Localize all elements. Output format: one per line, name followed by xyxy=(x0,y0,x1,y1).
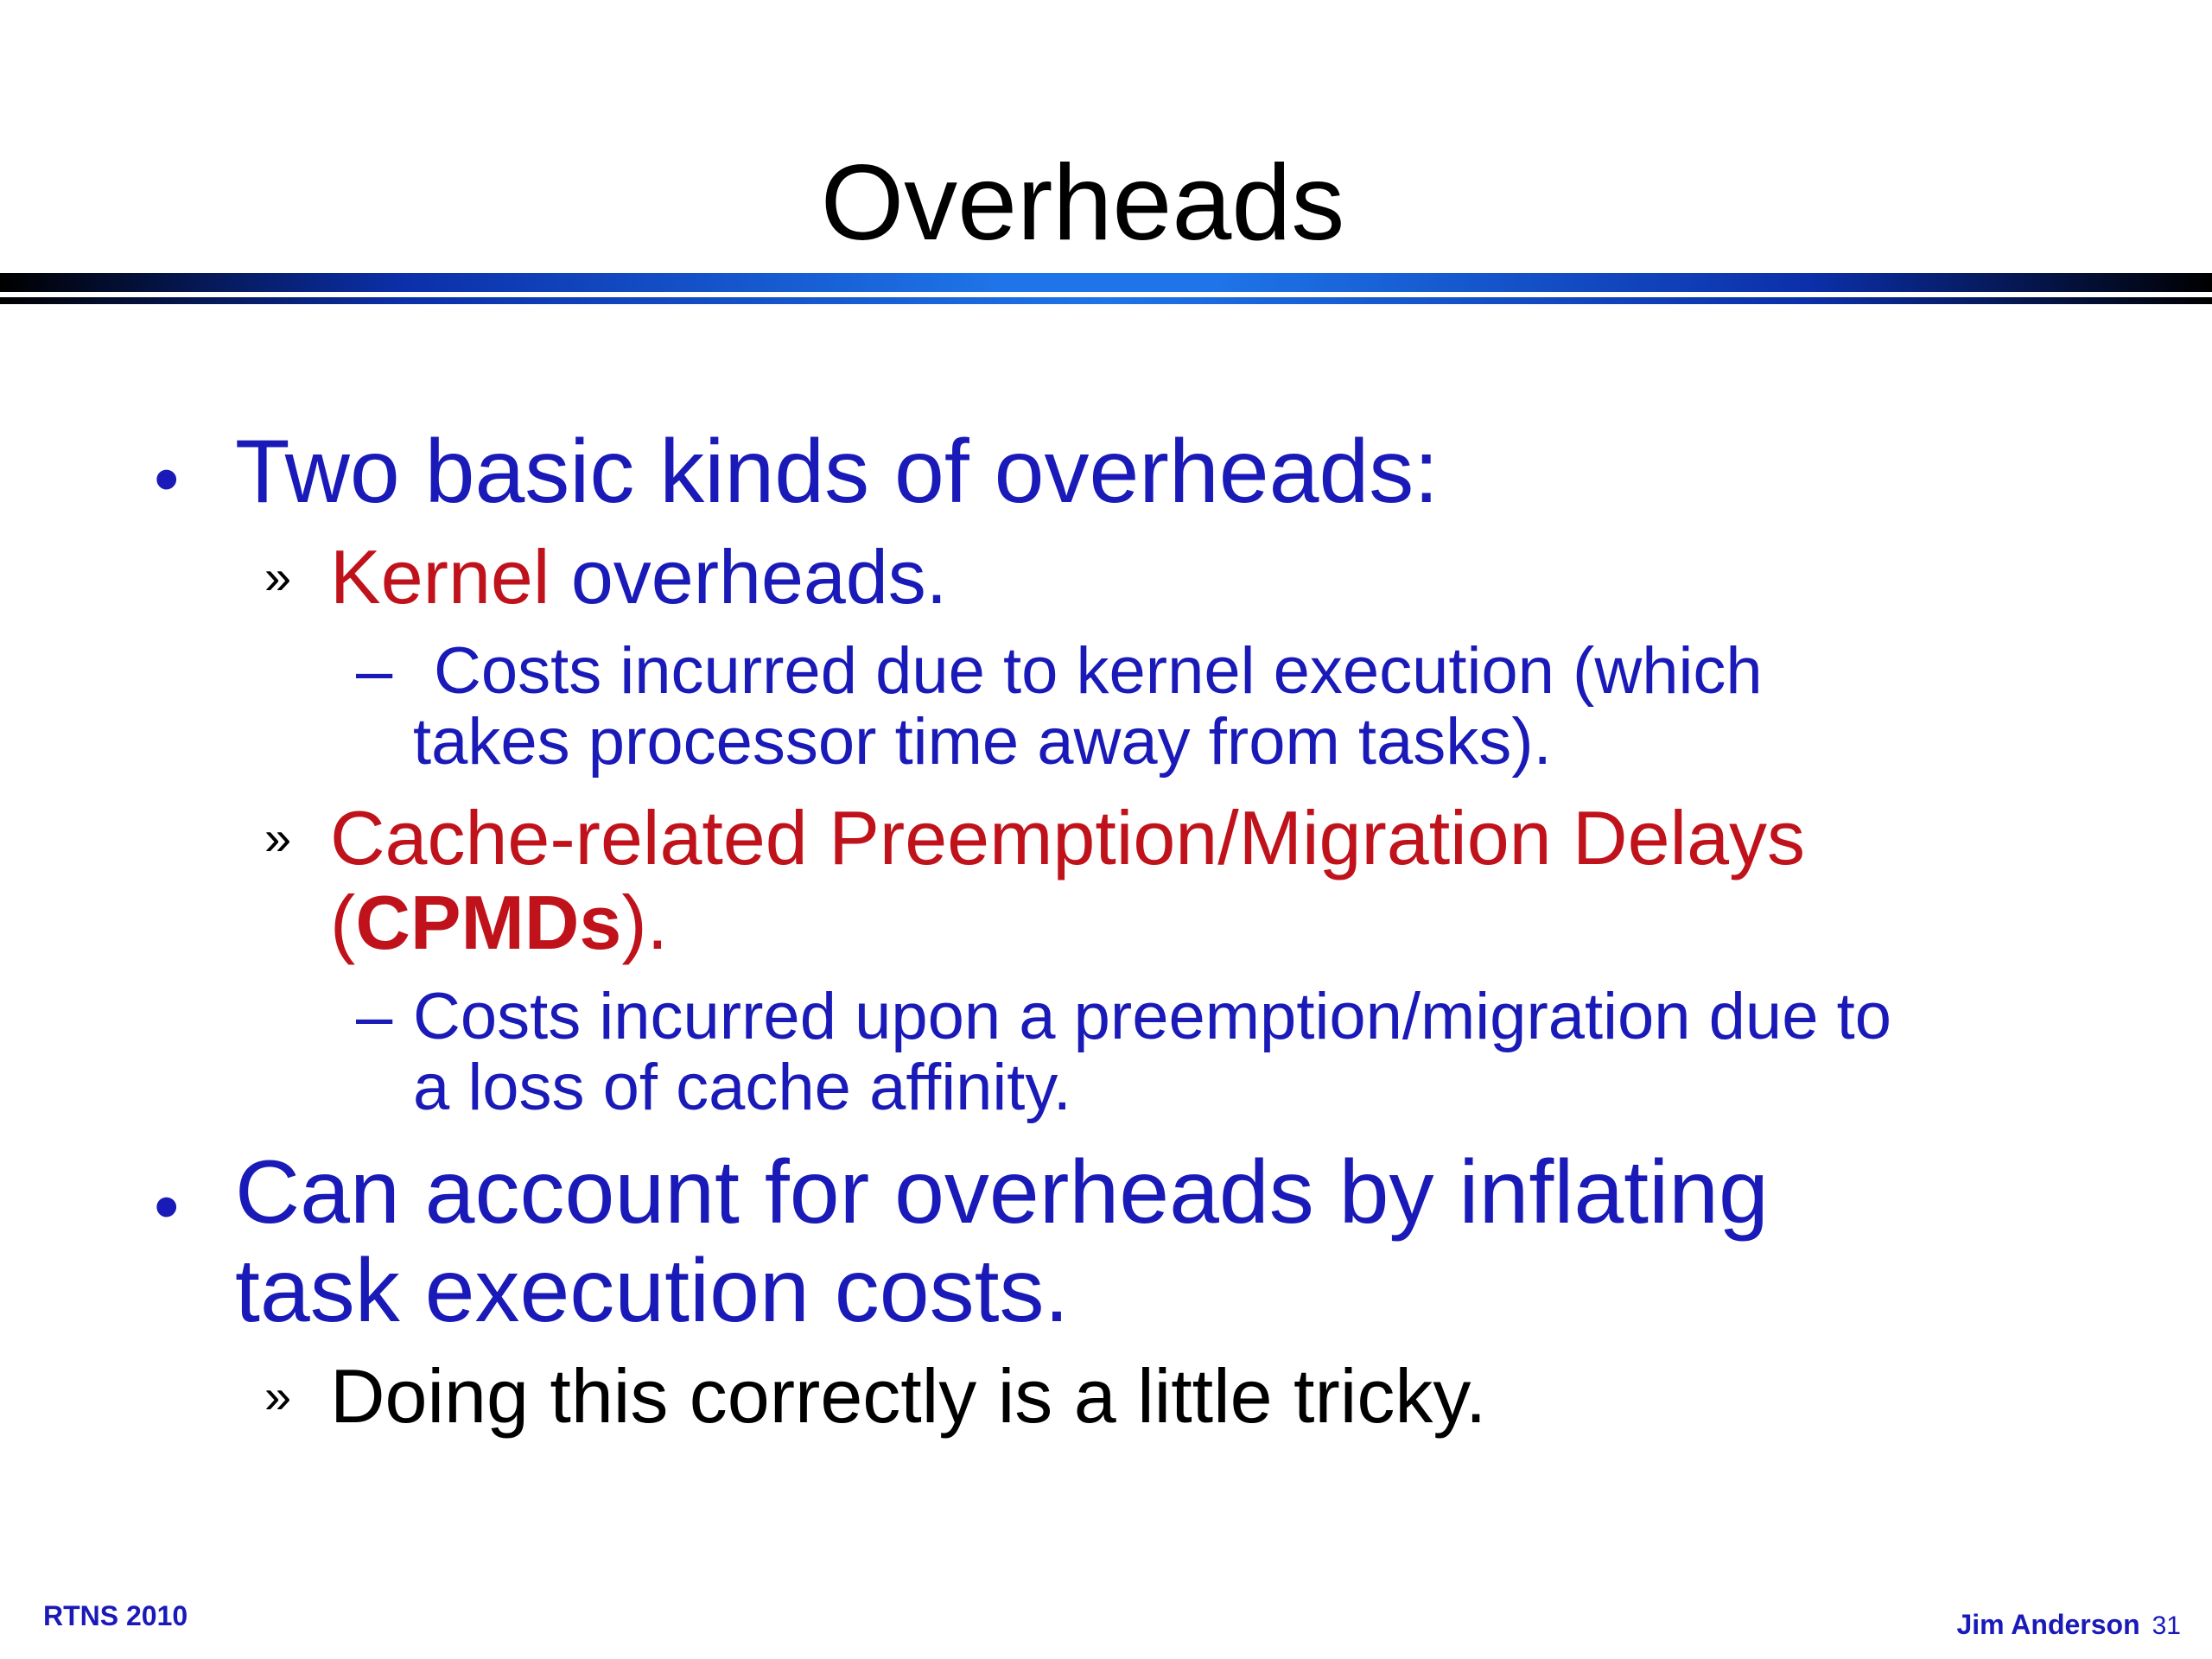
kernel-detail-line1: Costs incurred due to kernel execution (which xyxy=(434,634,1763,708)
sub-bullet-kernel xyxy=(330,534,947,620)
cpmd-line2 xyxy=(330,880,668,966)
dash-marker: – xyxy=(356,634,393,708)
slide-title: Overheads xyxy=(820,143,1345,263)
bullet-two-kinds: Two basic kinds of overheads: xyxy=(235,422,1440,522)
sub-bullet-marker: » xyxy=(264,1369,292,1423)
cpmd-line1: Cache-related Preemption/Migration Delays xyxy=(330,795,1806,880)
cpmd-detail-line2: a loss of cache affinity. xyxy=(413,1051,1071,1124)
bullet-account-line2: task execution costs. xyxy=(235,1241,1070,1341)
sub-bullet-tricky: Doing this correctly is a little tricky. xyxy=(330,1353,1487,1439)
footer-author-page xyxy=(1956,1609,2181,1641)
kernel-term: Kernel xyxy=(330,534,550,620)
cpmd-close-paren: ). xyxy=(621,880,669,965)
bullet-marker: • xyxy=(154,438,180,519)
footer-conference: RTNS 2010 xyxy=(43,1600,188,1631)
title-underline-thin-bar xyxy=(0,297,2212,304)
bullet-account-line1: Can account for overheads by inflating xyxy=(235,1142,1769,1243)
sub-bullet-marker: » xyxy=(264,810,292,865)
title-underline-bar xyxy=(0,273,2212,292)
dash-marker: – xyxy=(356,980,393,1053)
bullet-marker: • xyxy=(154,1166,180,1247)
kernel-suffix: overheads. xyxy=(550,534,948,620)
kernel-detail-line2: takes processor time away from tasks). xyxy=(413,705,1552,779)
cpmd-acronym: CPMDs xyxy=(355,880,622,965)
cpmd-detail-line1: Costs incurred upon a preemption/migration due to xyxy=(413,980,1891,1053)
footer-page-number: 31 xyxy=(2152,1611,2181,1640)
cpmd-open-paren: ( xyxy=(330,880,356,965)
sub-bullet-marker: » xyxy=(264,550,292,604)
footer-author: Jim Anderson xyxy=(1956,1609,2140,1640)
